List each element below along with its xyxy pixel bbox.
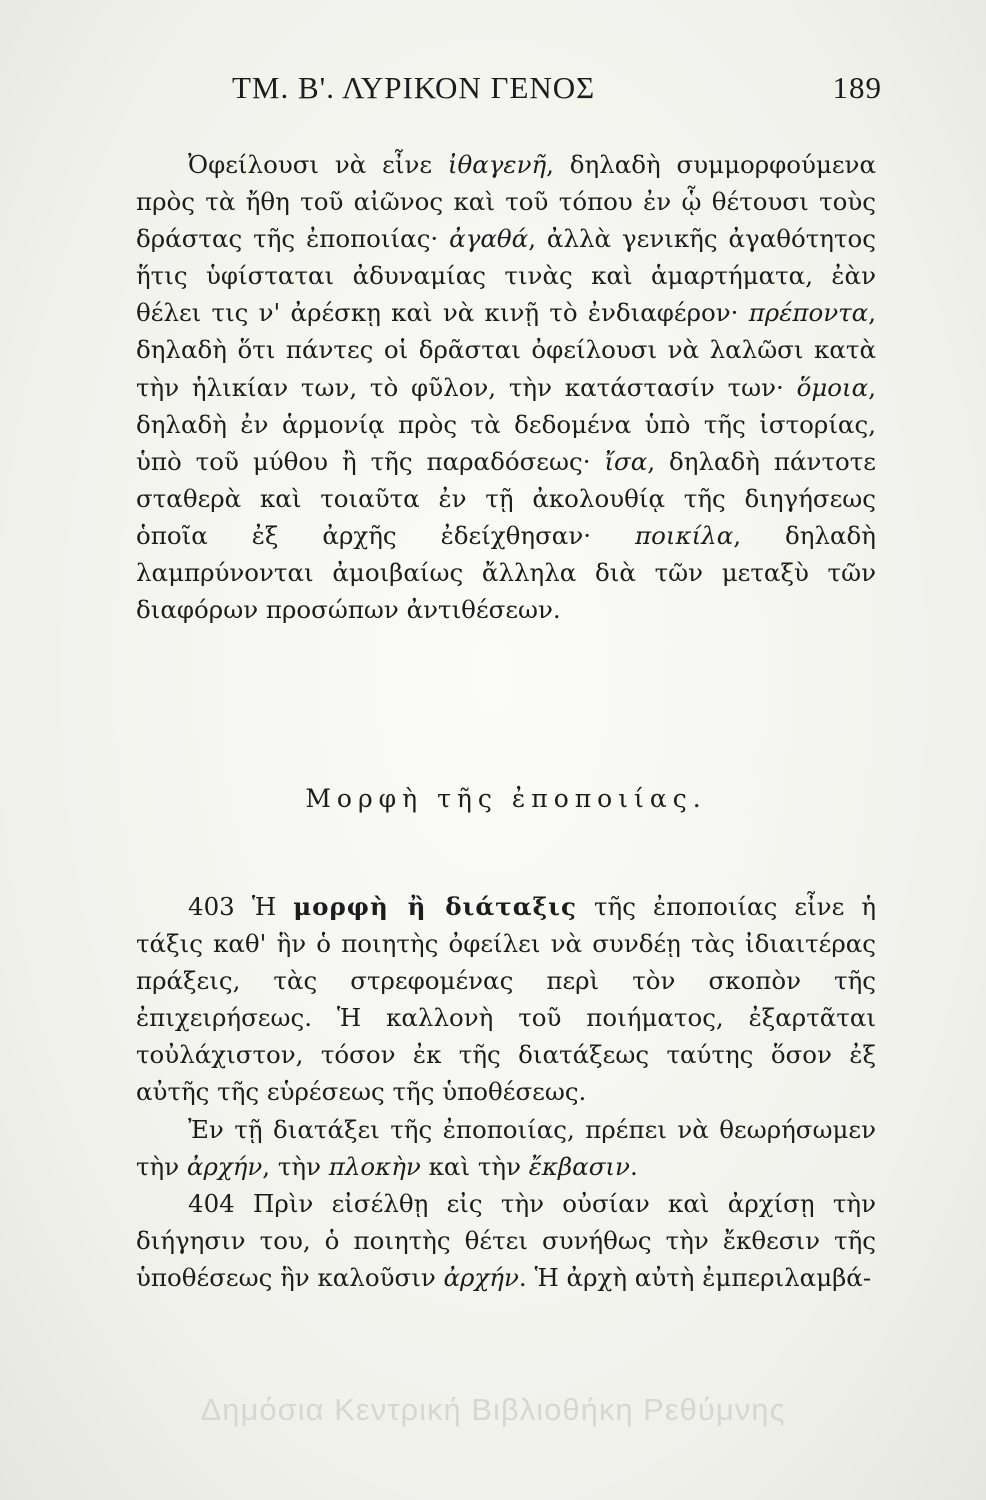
page-number: 189 (832, 70, 882, 105)
text-run: , δηλαδὴ ὅτι πάντες οἱ δρᾶσται ὀφείλουσι νὰ λαλῶσι κατὰ τὴν ἡλικίαν των, τὸ φῦλον, τὴν κατάστασίν των· (136, 298, 876, 402)
text-run: , δηλαδὴ συμμορφούμενα πρὸς τὰ ἤθη τοῦ αἰῶνος καὶ τοῦ τόπου ἐν ᾧ θέτουσι τοὺς δράστας τῆς ἐποποιίας· (136, 150, 876, 254)
text-run: , δηλαδὴ πάντοτε σταθερὰ καὶ τοιαῦτα ἐν τῇ ἀκολουθίᾳ τῆς διηγήσεως ὁποῖα ἐξ ἀρχῆς ἐδείχθησαν· (136, 446, 877, 550)
text-run: Πρὶν εἰσέλθῃ εἰς τὴν οὐσίαν καὶ ἀρχίσῃ τὴν διήγησιν του, ὁ ποιητὴς θέτει συνήθως τὴν ἔκθεσιν τῆς ὑποθέσεως ἣν καλοῦσιν (136, 1188, 876, 1292)
italic-term: πλοκὴν (328, 1151, 421, 1181)
italic-term: ἀρχήν (186, 1151, 263, 1181)
text-run: Ἐν τῇ διατάξει τῆς ἐποποιίας, πρέπει νὰ θεωρήσωμεν τὴν (136, 1114, 876, 1181)
italic-term: ὅμοια (796, 372, 869, 402)
italic-term: ἔκβασιν (528, 1151, 630, 1181)
text-run: Ὀφείλουσι νὰ εἶνε (188, 150, 448, 179)
text-run: . Ἡ ἀρχὴ αὐτὴ ἐμπεριλαμβά- (518, 1262, 872, 1292)
intro-paragraph (136, 146, 876, 628)
italic-term: ἰθαγενῆ (447, 150, 547, 179)
text-run: , δηλαδὴ λαμπρύνονται ἀμοιβαίως ἄλληλα διὰ τῶν μεταξὺ τῶν διαφόρων προσώπων ἀντιθέσεων. (136, 520, 876, 625)
intro-paragraph-text (136, 146, 876, 628)
section-heading: Μορφὴ τῆς ἐποποιίας. (305, 784, 707, 813)
text-run: , τὴν (262, 1151, 329, 1181)
paragraph-number: 404 (188, 1188, 235, 1218)
text-run: Ἡ (251, 892, 294, 921)
paragraph-403-continued (136, 1111, 876, 1185)
paragraph-number: 403 (188, 892, 235, 921)
running-head-title: ΤΜ. Β'. ΛΥΡΙΚΟΝ ΓΕΝΟΣ (232, 70, 596, 105)
italic-term: ἀρχήν (443, 1262, 519, 1292)
italic-term: ποικίλα (635, 520, 734, 550)
library-watermark: Δημόσια Κεντρική Βιβλιοθήκη Ρεθύμνης (200, 1392, 786, 1427)
text-run: , ἀλλὰ γενικῆς ἀγαθότητος ἥτις ὑφίσταται ἀδυναμίας τινὰς καὶ ἁμαρτήματα, ἐὰν θέλει τις ν' ἀρέσκῃ καὶ νὰ κινῇ τὸ ἐνδιαφέρον· (136, 224, 876, 328)
italic-term: ἴσα (604, 446, 648, 476)
text-run: καὶ τὴν (420, 1151, 529, 1181)
text-run: , δηλαδὴ ἐν ἁρμονίᾳ πρὸς τὰ δεδομένα ὑπὸ τῆς ἱστορίας, ὑπὸ τοῦ μύθου ἢ τῆς παραδόσεως· (136, 372, 876, 476)
bold-term: μορφὴ ἢ διάταξις (293, 892, 577, 921)
running-head (232, 70, 882, 114)
text-run: . (629, 1151, 638, 1181)
italic-term: ἀγαθά (449, 224, 529, 254)
text-run: τῆς ἐποποιίας εἶνε ἡ τάξις καθ' ἣν ὁ ποιητὴς ὀφείλει νὰ συνδέῃ τὰς ἰδιαιτέρας πράξεις, τὰς στρεφομένας περὶ τὸν σκοπὸν τῆς ἐπιχειρήσεως. Ἡ καλλονὴ τοῦ ποιήματος, ἐξαρτᾶται τοὐλάχιστον, τόσον ἐκ τῆς διατάξεως ταύτης ὅσον ἐξ αὐτῆς τῆς εὑρέσεως τῆς ὑποθέσεως. (136, 892, 877, 1107)
italic-term: πρέποντα (748, 298, 869, 328)
paragraph-403 (136, 888, 876, 1111)
sections-body (136, 888, 876, 1296)
paragraph-404 (136, 1185, 876, 1296)
